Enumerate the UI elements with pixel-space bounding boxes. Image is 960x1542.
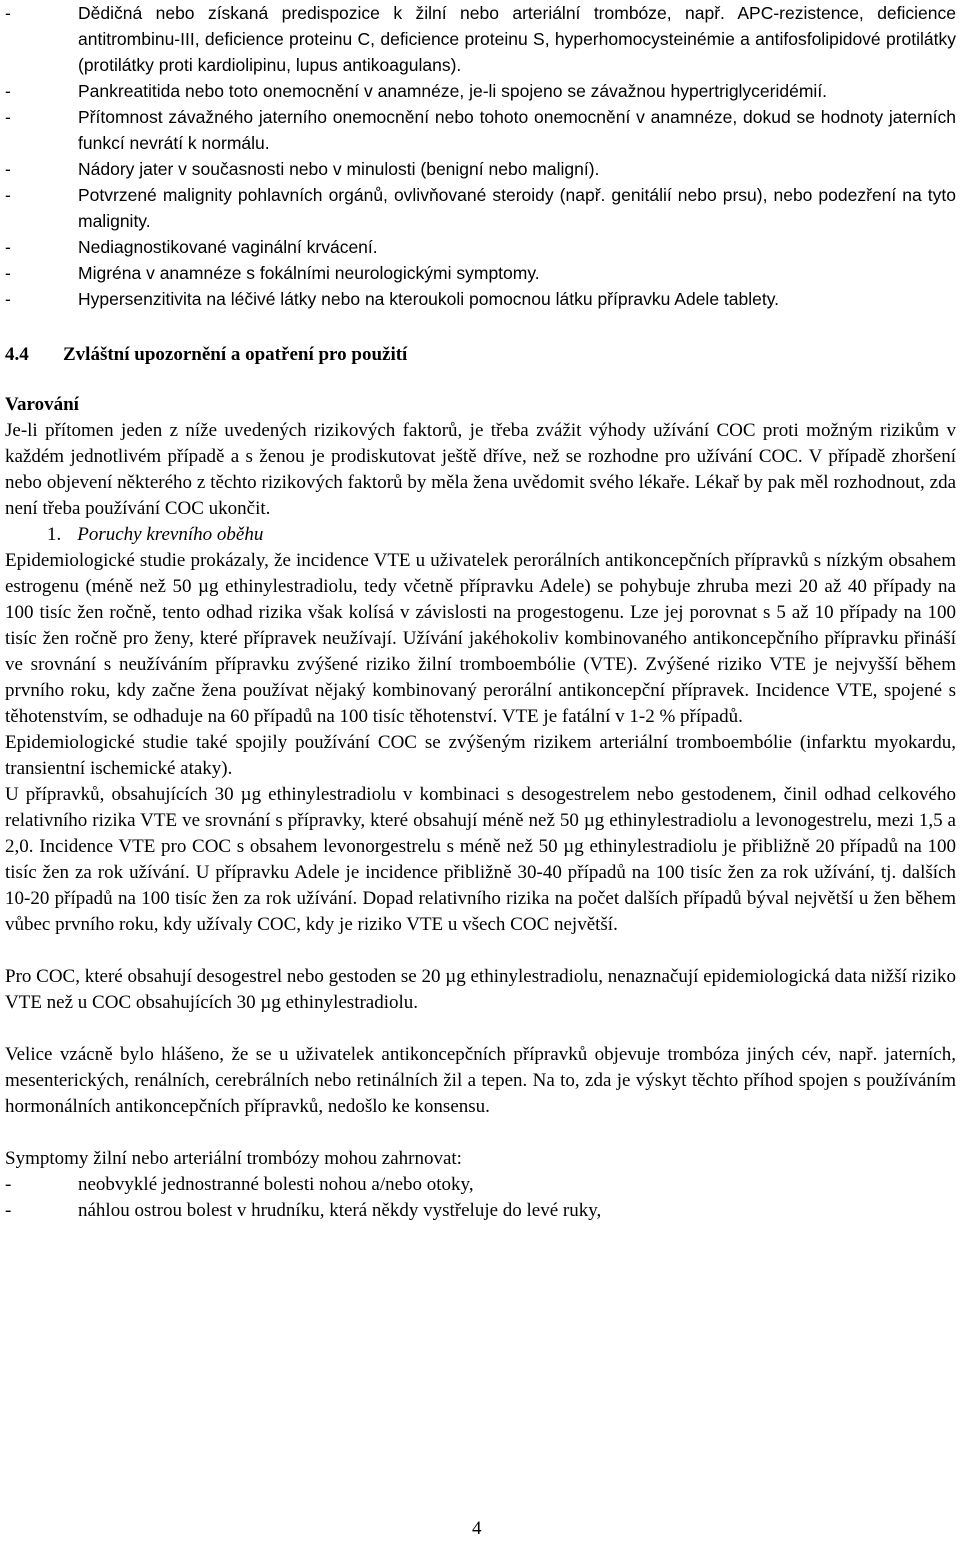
page-number: 4 <box>472 1518 482 1539</box>
subsection-title: Poruchy krevního oběhu <box>77 524 264 545</box>
paragraph: U přípravků, obsahujících 30 µg ethinylestradiolu v kombinaci s desogestrelem nebo gestodenem, činil odhad celkového relativního rizika VTE ve srovnání s přípravky, které obsahují méně než 50 µg ethinylestradiolu a levonogestrelu, mezi 1,5 a 2,0. Incidence VTE pro COC s obsahem levonorgestrelu s méně než 50 µg ethinylestradiolu je přibližně 20 případů na 100 tisíc žen za rok užívání. U přípravku Adele je incidence přibližně 30-40 případů na 100 tisíc žen za rok užívání, tj. dalších 10-20 případů na 100 tisíc žen za rok užívání. Dopad relativního rizika na počet dalších případů býval největší u žen během vůbec prvního roku, kdy užívaly COC, kdy je riziko VTE u všech COC největší. <box>5 784 956 935</box>
list-item: - Dědičná nebo získaná predispozice k žilní nebo arteriální trombóze, např. APC-rezistence, deficience antitrombinu-III, deficience proteinu C, deficience proteinu S, hyperhomocysteinémie a antifosfolipidové protilátky (protilátky proti kardiolipinu, lupus antikoagulans). <box>5 0 956 78</box>
section-heading <box>5 342 956 368</box>
paragraph: Epidemiologické studie prokázaly, že incidence VTE u uživatelek perorálních antikoncepčních přípravků s nízkým obsahem estrogenu (méně než 50 µg ethinylestradiolu, tedy včetně přípravku Adele) se pohybuje zhruba mezi 20 až 40 případy na 100 tisíc žen ročně, tento odhad rizika však kolísá v závislosti na progestogenu. Lze jej porovnat s 5 až 10 případy na 100 tisíc žen ročně pro ženy, které přípravek neužívají. Užívání jakéhokoliv kombinovaného antikoncepčního přípravku přináší ve srovnání s neužíváním přípravku zvýšené riziko žilní tromboembólie (VTE). Zvýšené riziko VTE je nejvyšší během prvního roku, kdy začne žena používat nějaký kombinovaný perorální antikoncepční přípravek. Incidence VTE, spojené s těhotenstvím, se odhaduje na 60 případů na 100 tisíc těhotenství. VTE je fatální v 1-2 % případů. <box>5 550 956 727</box>
paragraph: Epidemiologické studie také spojily používání COC se zvýšeným rizikem arteriální tromboembólie (infarktu myokardu, transientní ischemické ataky). <box>5 732 956 779</box>
list-item: - Přítomnost závažného jaterního onemocnění nebo tohoto onemocnění v anamnéze, dokud se hodnoty jaterních funkcí nevrátí k normálu. <box>5 104 956 156</box>
list-item: - Migréna v anamnéze s fokálními neurologickými symptomy. <box>5 260 956 286</box>
section-number: 4.4 <box>5 344 29 365</box>
list-item: - Pankreatitida nebo toto onemocnění v anamnéze, je-li spojeno se závažnou hypertriglyceridémií. <box>5 78 956 104</box>
paragraph-coc: Pro COC, které obsahují desogestrel nebo gestoden se 20 µg ethinylestradiolu, nenaznačují epidemiologická data nižší riziko VTE než u COC obsahujících 30 µg ethinylestradiolu. <box>5 966 956 1013</box>
document-page <box>5 0 956 1224</box>
list-item: - Nádory jater v současnosti nebo v minulosti (benigní nebo maligní). <box>5 156 956 182</box>
subsection-heading <box>5 522 956 548</box>
section-title: Zvláštní upozornění a opatření pro použití <box>63 344 408 365</box>
list-item: - náhlou ostrou bolest v hrudníku, která někdy vystřeluje do levé ruky, <box>5 1198 956 1224</box>
symptoms-intro: Symptomy žilní nebo arteriální trombózy mohou zahrnovat: <box>5 1148 462 1169</box>
list-item: - Potvrzené malignity pohlavních orgánů, ovlivňované steroidy (např. genitálií nebo prsu), nebo podezření na tyto malignity. <box>5 182 956 234</box>
subsection-number: 1. <box>47 524 62 545</box>
symptoms-list <box>5 1172 956 1224</box>
warning-intro: Je-li přítomen jeden z níže uvedených rizikových faktorů, je třeba zvážit výhody užívání COC proti možným rizikům v každém jednotlivém případě a s ženou je prodiskutovat ještě dříve, než se rozhodne pro užívání COC. V případě zhoršení nebo objevení některého z těchto rizikových faktorů by měla žena uvědomit svého lékaře. Lékař by pak měl rozhodnout, zda není třeba používání COC ukončit. <box>5 420 956 519</box>
warning-label: Varování <box>5 394 79 415</box>
contraindications-list <box>5 0 956 312</box>
list-item: - Nediagnostikované vaginální krvácení. <box>5 234 956 260</box>
paragraph-rare: Velice vzácně bylo hlášeno, že se u uživatelek antikoncepčních přípravků objevuje trombóza jiných cév, např. jaterních, mesenterických, renálních, cerebrálních nebo retinálních žil a tepen. Na to, zda je výskyt těchto příhod spojen s používáním hormonálních antikoncepčních přípravků, nedošlo ke konsensu. <box>5 1044 956 1117</box>
list-item: - neobvyklé jednostranné bolesti nohou a/nebo otoky, <box>5 1172 956 1198</box>
list-item: - Hypersenzitivita na léčivé látky nebo na kteroukoli pomocnou látku přípravku Adele tablety. <box>5 286 956 312</box>
